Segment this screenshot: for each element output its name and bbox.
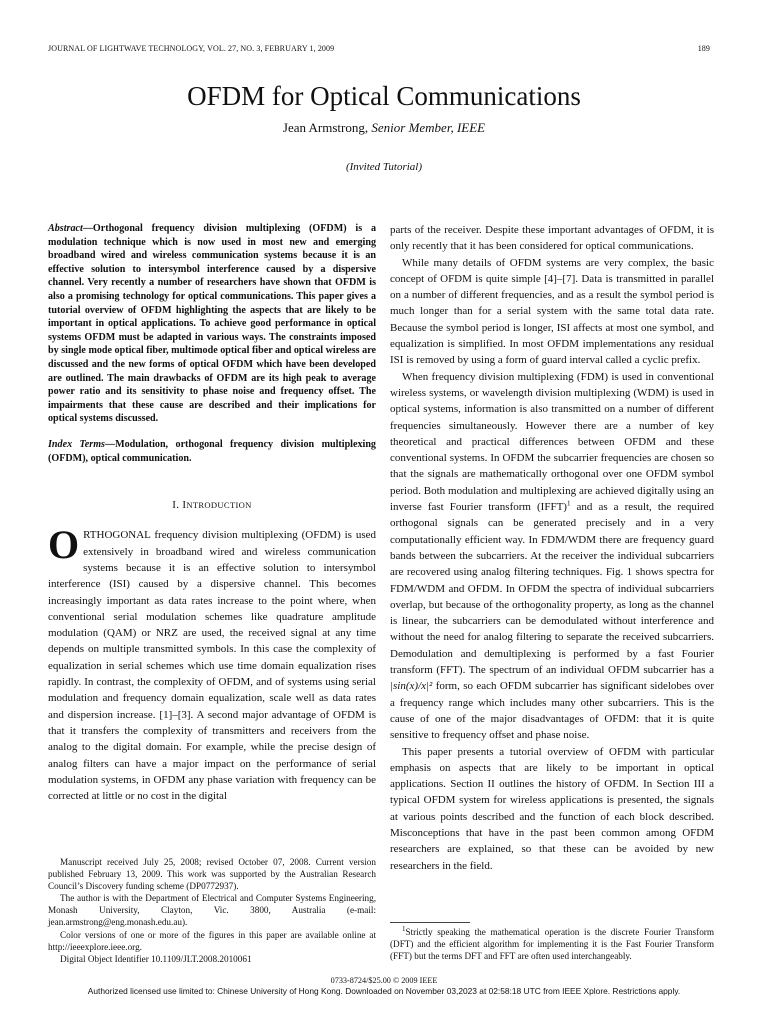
left-footnotes bbox=[48, 856, 376, 965]
drop-cap: O bbox=[48, 522, 80, 568]
intro-p3-part-b: and as a result, the required orthogonal signals can be generated precisely and in a very computationally efficient way. In FDM/WDM there are frequency guard bands between the subcarriers. At the receiver the individual subcarriers are recovered using analog filtering techniques. Fig. 1 shows spectra for FDM/WDM and OFDM. In OFDM the spectra of individual subcarriers overlap, but because of the orthogonality property, as long as the channel is linear, the subcarriers can be demodulated without interference and without the need for analog filtering to separate the received subcarriers. Demodulation and demultiplexing is performed by a fast Fourier transform (FFT). The spectrum of an individual OFDM subcarrier has a bbox=[390, 501, 714, 677]
section-heading-introduction bbox=[48, 497, 376, 513]
author-membership: Senior Member, IEEE bbox=[371, 120, 486, 135]
intro-paragraph-1 bbox=[48, 522, 376, 804]
footnote-received: Manuscript received July 25, 2008; revised October 07, 2008. Current version published February 13, 2009. This work was supported by the Australian Research Council’s Discovery funding scheme (DP0772937). bbox=[48, 857, 376, 892]
index-terms bbox=[48, 438, 376, 465]
invited-tutorial-label: (Invited Tutorial) bbox=[345, 161, 423, 173]
abstract bbox=[48, 222, 376, 426]
section-initial: I bbox=[182, 499, 187, 512]
footnote-color: Color versions of one or more of the figures in this paper are available online at http://ieeexplore.ieee.org. bbox=[48, 929, 376, 952]
intro-p3-part-c: form, so each OFDM subcarrier has significant sidelobes over a frequency range which includes many other subcarriers. This is the cause of one of the major disadvantages of OFDM: that it is quite sensitive to frequency offset and phase noise. bbox=[390, 680, 714, 742]
journal-name: JOURNAL OF LIGHTWAVE TECHNOLOGY, VOL. 27, NO. 3, FEBRUARY 1, 2009 bbox=[48, 44, 335, 53]
author-name: Jean Armstrong, bbox=[282, 120, 369, 135]
right-footnote bbox=[390, 926, 714, 962]
intro-p3-part-a: When frequency division multiplexing (FDM) is used in conventional wireless systems, or wavelength division multiplexing (WDM) is used in optical systems, information is also transmitted on a number of different frequencies simultaneously. However there are a number of key theoretical and practical differences between OFDM and these conventional systems. In OFDM the subcarrier frequencies are chosen so that the signals are mathematically orthogonal over one OFDM symbol period. Both modulation and multiplexing are achieved digitally using an inverse fast Fourier transform (IFFT) bbox=[390, 370, 714, 514]
right-column bbox=[390, 222, 714, 874]
abstract-label: Abstract bbox=[48, 223, 83, 234]
footnote-author: The author is with the Department of Electrical and Computer Systems Engineering, Monash University, Clayton, Vic. 3800, Australia (e-mail: jean.armstrong@eng.monash.edu.au). bbox=[48, 893, 376, 928]
footnote-1-text: Strictly speaking the mathematical operation is the discrete Fourier Transform (DFT) and the efficient algorithm for implementing it is the Fast Fourier Transform (FFT) but the terms DFT and FFT are often used interchangeably. bbox=[390, 927, 714, 962]
index-terms-label: Index Terms bbox=[48, 438, 105, 450]
intro-first-word: RTHOGONAL bbox=[83, 529, 151, 542]
sinc-formula: |sin(x)/x|² bbox=[390, 680, 433, 693]
license-line: Authorized licensed use limited to: Chinese University of Hong Kong. Downloaded on November 03,2023 at 02:58:18 UTC from IEEE Xplore. Restrictions apply. bbox=[87, 986, 681, 996]
page-number: 189 bbox=[697, 44, 710, 53]
section-numeral: I. bbox=[172, 499, 180, 512]
index-terms-text: —Modulation, orthogonal frequency division multiplexing (OFDM), optical communication. bbox=[48, 438, 376, 464]
intro-paragraph-4: This paper presents a tutorial overview of OFDM with particular emphasis on aspects that are likely to be important in optical applications. Section II outlines the history of OFDM. In Section III a typical OFDM system for wireless applications is presented, the signals at various points described and the function of each block described. Misconceptions that have in the past been common among OFDM researchers are explained, so that these can be avoided by new researchers in the field. bbox=[390, 745, 714, 872]
copyright-line: 0733-8724/$25.00 © 2009 IEEE bbox=[330, 976, 438, 985]
intro-paragraph-1-continued: parts of the receiver. Despite these important advantages of OFDM, it is only recently that it has been considered for optical communications. bbox=[390, 224, 714, 253]
footnote-rule bbox=[390, 922, 470, 923]
footnote-marker: 1 bbox=[566, 499, 571, 508]
intro-paragraph-2: While many details of OFDM systems are very complex, the basic concept of OFDM is quite simple [4]–[7]. Data is transmitted in parallel on a number of different frequencies, and as a result the symbol period is much longer than for a serial system with the same total data rate. Because the symbol period is longer, ISI affects at most one symbol, and equalization is simplified. In most OFDM implementations any residual ISI is removed by using a form of guard interval called a cyclic prefix. bbox=[390, 256, 714, 367]
abstract-text: —Orthogonal frequency division multiplexing (OFDM) is a modulation technique which is now used in most new and emerging broadband wired and wireless communication systems because it is an effective solution to intersymbol interference caused by a dispersive channel. Very recently a number of researchers have shown that OFDM is also a promising technology for optical communications. This paper gives a tutorial overview of OFDM highlighting the aspects that are likely to be important in optical applications. To achieve good performance in optical systems OFDM must be adapted in various ways. The constraints imposed by single mode optical fiber, multimode optical fiber and optical wireless are discussed and the new forms of optical OFDM which have been developed are outlined. The main drawbacks of OFDM are its high peak to average power ratio and its sensitivity to phase noise and frequency offset. The impairments that these cause are described and their implications for optical systems discussed. bbox=[48, 223, 376, 425]
intro-p1-text: frequency division multiplexing (OFDM) is used extensively in broadband wired and wireless communication systems because it is an effective solution to intersymbol interference (ISI) caused by a dispersive channel. This becomes increasingly important as data rates increase to the point where, when conventional serial modulation schemes like quadrature amplitude modulation (QAM) or NRZ are used, the received signal at any time depends on multiple transmitted symbols. In this case the complexity of equalization in serial schemes which use time domain equalization rises rapidly. In contrast, the complexity of OFDM, and of systems using serial modulation and frequency domain equalization, scale well as data rates and dispersion increase. [1]–[3]. A second major advantage of OFDM is that it transfers the complexity of transmitters and receivers from the analog to the digital domain. For example, while the precise design of analog filters can have a major impact on the performance of serial modulation systems, in OFDM any phase variation with frequency can be corrected at little or no cost in the digital bbox=[48, 529, 376, 803]
paper-title: OFDM for Optical Communications bbox=[187, 81, 581, 111]
footnote-1 bbox=[390, 926, 714, 962]
section-rest: NTRODUCTION bbox=[186, 500, 252, 511]
running-head bbox=[48, 44, 710, 53]
footnote-1-mark: 1 bbox=[402, 924, 406, 933]
author-line bbox=[0, 120, 768, 136]
intro-paragraph-3 bbox=[390, 369, 714, 744]
left-column bbox=[48, 222, 376, 804]
footnote-doi: Digital Object Identifier 10.1109/JLT.2008.2010061 bbox=[60, 953, 252, 964]
